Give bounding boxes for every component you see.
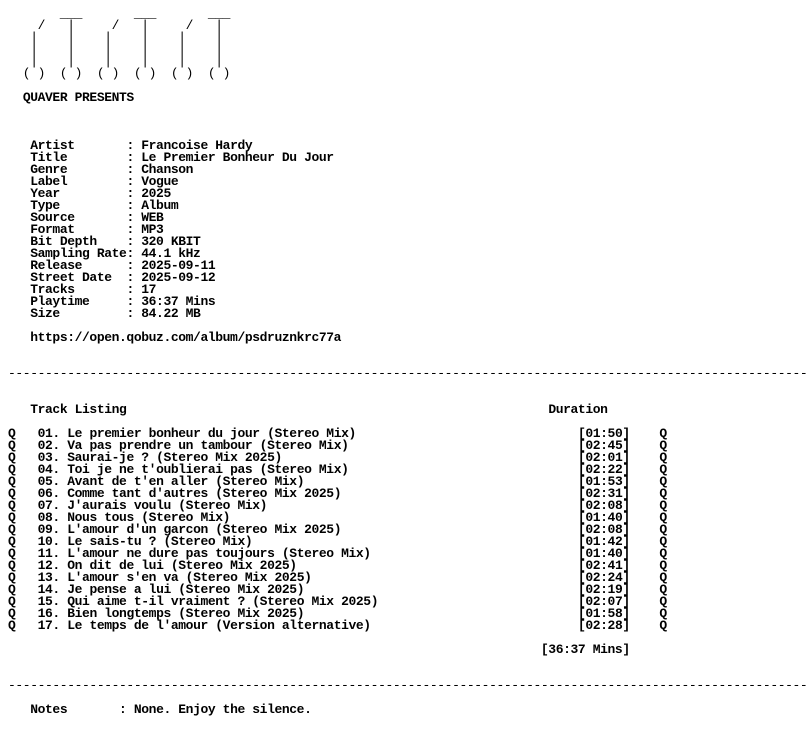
divider: ------------------------------------------------------------------------------------------------------------ xyxy=(8,678,807,693)
track-row xyxy=(8,618,667,633)
info-key: Sampling Rate xyxy=(30,246,127,261)
info-row: Label : Vogue xyxy=(30,174,179,189)
track-number: 04. xyxy=(37,462,60,477)
duration-heading: Duration xyxy=(548,402,608,417)
track-duration: [01:40] xyxy=(577,510,630,525)
notes-value: None. Enjoy the silence. xyxy=(133,702,312,717)
track-title: Nous tous (Stereo Mix) xyxy=(67,510,231,525)
track-marker: Q xyxy=(659,594,667,609)
track-number: 03. xyxy=(37,450,60,465)
info-value: Le Premier Bonheur Du Jour xyxy=(141,150,334,165)
info-key: Source xyxy=(30,210,127,225)
track-marker: Q xyxy=(659,558,667,573)
info-row: Genre : Chanson xyxy=(30,162,194,177)
track-title: Saurai-je ? (Stereo Mix 2025) xyxy=(67,450,282,465)
info-value: Francoise Hardy xyxy=(141,138,253,153)
track-number: 01. xyxy=(37,426,60,441)
track-marker: Q xyxy=(8,486,16,501)
track-marker: Q xyxy=(659,582,667,597)
logo-line: ___ ___ ___ xyxy=(8,6,231,21)
track-number: 12. xyxy=(37,558,60,573)
track-marker: Q xyxy=(659,486,667,501)
track-duration: [02:24] xyxy=(577,570,630,585)
track-marker: Q xyxy=(659,426,667,441)
track-title: Avant de t'en aller (Stereo Mix) xyxy=(67,474,305,489)
info-row: Street Date : 2025-09-12 xyxy=(30,270,216,285)
track-duration: [01:42] xyxy=(577,534,630,549)
info-value: Album xyxy=(141,198,179,213)
track-number: 07. xyxy=(37,498,60,513)
track-title: Toi je ne t'oublierai pas (Stereo Mix) xyxy=(67,462,349,477)
info-row: Artist : Francoise Hardy xyxy=(30,138,253,153)
track-duration: [02:28] xyxy=(577,618,630,633)
track-marker: Q xyxy=(659,462,667,477)
track-number: 15. xyxy=(37,594,60,609)
info-value: WEB xyxy=(141,210,164,225)
release-info xyxy=(8,140,640,320)
track-marker: Q xyxy=(8,618,16,633)
logo-line: / | / | / | xyxy=(8,18,223,33)
track-title: Le temps de l'amour (Version alternative) xyxy=(67,618,371,633)
track-duration: [01:50] xyxy=(577,426,630,441)
info-key: Year xyxy=(30,186,127,201)
track-title: L'amour s'en va (Stereo Mix 2025) xyxy=(67,570,312,585)
track-marker: Q xyxy=(8,510,16,525)
track-number: 11. xyxy=(37,546,60,561)
track-marker: Q xyxy=(8,582,16,597)
info-row: Playtime : 36:37 Mins xyxy=(30,294,216,309)
track-number: 10. xyxy=(37,534,60,549)
track-number: 02. xyxy=(37,438,60,453)
track-marker: Q xyxy=(659,522,667,537)
info-row: Type : Album xyxy=(30,198,179,213)
track-marker: Q xyxy=(8,570,16,585)
track-number: 05. xyxy=(37,474,60,489)
logo-line: ( ) ( ) ( ) ( ) ( ) ( ) xyxy=(8,66,231,81)
track-marker: Q xyxy=(8,462,16,477)
info-row: Format : MP3 xyxy=(30,222,164,237)
info-value: 36:37 Mins xyxy=(141,294,216,309)
track-marker: Q xyxy=(8,426,16,441)
total-duration-value: [36:37 Mins] xyxy=(540,642,630,657)
info-row: Bit Depth : 320 KBIT xyxy=(30,234,201,249)
track-title: Va pas prendre un tambour (Stereo Mix) xyxy=(67,438,349,453)
track-title: Le premier bonheur du jour (Stereo Mix) xyxy=(67,426,356,441)
track-duration: [02:08] xyxy=(577,522,630,537)
track-title: J'aurais voulu (Stereo Mix) xyxy=(67,498,268,513)
track-duration: [01:40] xyxy=(577,546,630,561)
notes-row: Notes : None. Enjoy the silence. xyxy=(30,702,312,717)
track-marker: Q xyxy=(8,474,16,489)
track-title: L'amour ne dure pas toujours (Stereo Mix) xyxy=(67,546,371,561)
track-marker: Q xyxy=(8,498,16,513)
info-key: Title xyxy=(30,150,127,165)
track-duration: [01:53] xyxy=(577,474,630,489)
track-title: Bien longtemps (Stereo Mix 2025) xyxy=(67,606,305,621)
track-marker: Q xyxy=(659,474,667,489)
track-number: 06. xyxy=(37,486,60,501)
tracklist-title: Track Listing xyxy=(30,402,127,417)
info-value: 2025-09-11 xyxy=(141,258,216,273)
track-duration: [02:45] xyxy=(577,438,630,453)
info-key: Street Date xyxy=(30,270,127,285)
presents-heading: QUAVER PRESENTS xyxy=(22,90,134,105)
track-title: L'amour d'un garcon (Stereo Mix 2025) xyxy=(67,522,342,537)
info-key: Tracks xyxy=(30,282,127,297)
info-row: Size : 84.22 MB xyxy=(30,306,201,321)
track-duration: [02:01] xyxy=(577,450,630,465)
info-row: Title : Le Premier Bonheur Du Jour xyxy=(30,150,334,165)
info-key: Genre xyxy=(30,162,127,177)
info-value: 2025 xyxy=(141,186,171,201)
info-value: 320 KBIT xyxy=(141,234,201,249)
track-marker: Q xyxy=(8,438,16,453)
track-marker: Q xyxy=(8,450,16,465)
total-duration xyxy=(8,644,640,656)
info-key: Release xyxy=(30,258,127,273)
track-number: 08. xyxy=(37,510,60,525)
track-duration: [02:31] xyxy=(577,486,630,501)
info-key: Playtime xyxy=(30,294,127,309)
divider: ------------------------------------------------------------------------------------------------------------ xyxy=(8,366,807,381)
notes-key: Notes xyxy=(30,702,120,717)
info-key: Size xyxy=(30,306,127,321)
track-marker: Q xyxy=(8,606,16,621)
track-title: Le sais-tu ? (Stereo Mix) xyxy=(67,534,253,549)
track-number: 13. xyxy=(37,570,60,585)
track-title: Comme tant d'autres (Stereo Mix 2025) xyxy=(67,486,342,501)
track-marker: Q xyxy=(8,534,16,549)
track-number: 14. xyxy=(37,582,60,597)
info-value: 84.22 MB xyxy=(141,306,201,321)
info-row: Sampling Rate: 44.1 kHz xyxy=(30,246,201,261)
info-value: 44.1 kHz xyxy=(141,246,201,261)
track-marker: Q xyxy=(659,450,667,465)
track-marker: Q xyxy=(8,546,16,561)
info-row: Release : 2025-09-11 xyxy=(30,258,216,273)
info-row: Year : 2025 xyxy=(30,186,171,201)
track-list xyxy=(8,426,667,633)
track-duration: [02:07] xyxy=(577,594,630,609)
track-duration: [02:08] xyxy=(577,498,630,513)
track-title: Qui aime t-il vraiment ? (Stereo Mix 2025) xyxy=(67,594,379,609)
album-url[interactable]: https://open.qobuz.com/album/psdruznkrc77a xyxy=(30,330,342,345)
track-marker: Q xyxy=(659,618,667,633)
track-marker: Q xyxy=(8,594,16,609)
logo-line: | | | | | | xyxy=(8,30,223,45)
track-marker: Q xyxy=(659,606,667,621)
track-marker: Q xyxy=(659,570,667,585)
info-value: 2025-09-12 xyxy=(141,270,216,285)
tracklist-header xyxy=(8,404,640,416)
nfo-document xyxy=(8,6,807,717)
info-value: MP3 xyxy=(141,222,164,237)
logo-line: | | | | | | xyxy=(8,54,223,69)
info-key: Bit Depth xyxy=(30,234,127,249)
track-title: On dit de lui (Stereo Mix 2025) xyxy=(67,558,297,573)
track-duration: [01:58] xyxy=(577,606,630,621)
info-key: Artist xyxy=(30,138,127,153)
track-number: 09. xyxy=(37,522,60,537)
track-marker: Q xyxy=(659,534,667,549)
track-number: 16. xyxy=(37,606,60,621)
info-value: Vogue xyxy=(141,174,179,189)
track-marker: Q xyxy=(8,522,16,537)
track-marker: Q xyxy=(8,558,16,573)
track-duration: [02:41] xyxy=(577,558,630,573)
logo-line: | | | | | | xyxy=(8,42,223,57)
info-key: Type xyxy=(30,198,127,213)
info-key: Format xyxy=(30,222,127,237)
track-marker: Q xyxy=(659,510,667,525)
info-row: Source : WEB xyxy=(30,210,164,225)
info-value: 17 xyxy=(141,282,157,297)
info-value: Chanson xyxy=(141,162,194,177)
info-row: Tracks : 17 xyxy=(30,282,157,297)
track-title: Je pense a lui (Stereo Mix 2025) xyxy=(67,582,305,597)
track-marker: Q xyxy=(659,438,667,453)
track-duration: [02:22] xyxy=(577,462,630,477)
info-key: Label xyxy=(30,174,127,189)
track-duration: [02:19] xyxy=(577,582,630,597)
track-number: 17. xyxy=(37,618,60,633)
track-marker: Q xyxy=(659,498,667,513)
track-marker: Q xyxy=(659,546,667,561)
